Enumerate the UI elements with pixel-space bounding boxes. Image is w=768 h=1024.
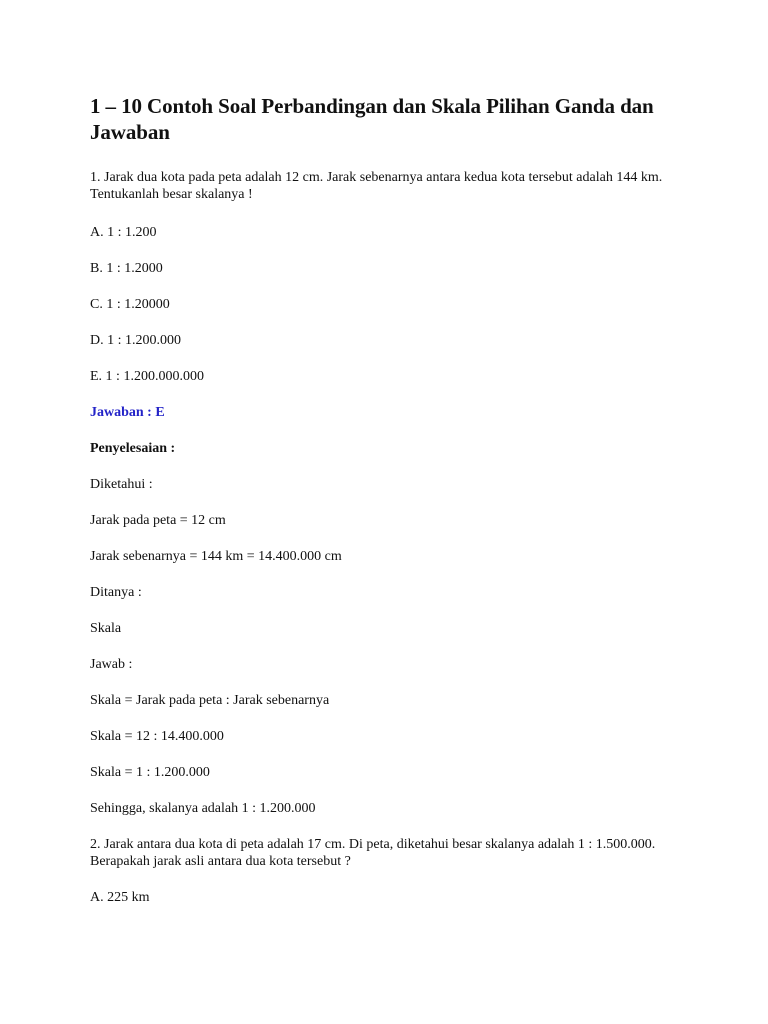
solution-line: Skala = 12 : 14.400.000 (90, 729, 224, 744)
question-1-option-d: D. 1 : 1.200.000 (90, 333, 181, 348)
page-title: 1 – 10 Contoh Soal Perbandingan dan Skala Pilihan Ganda dan Jawaban (90, 94, 654, 144)
solution-line: Jawab : (90, 657, 133, 672)
document-page (90, 93, 680, 925)
question-1-option-c: C. 1 : 1.20000 (90, 297, 170, 312)
question-1-option-b: B. 1 : 1.2000 (90, 261, 163, 276)
solution-line: Sehingga, skalanya adalah 1 : 1.200.000 (90, 801, 316, 816)
solution-line: Jarak pada peta = 12 cm (90, 513, 226, 528)
question-1-text: 1. Jarak dua kota pada peta adalah 12 cm. Jarak sebenarnya antara kedua kota tersebut adalah 144 km. Tentukanlah besar skalanya ! (90, 170, 663, 202)
solution-line: Skala (90, 621, 122, 636)
question-1-answer: Jawaban : E (90, 405, 165, 420)
question-1-option-e: E. 1 : 1.200.000.000 (90, 369, 204, 384)
solution-heading: Penyelesaian : (90, 441, 176, 456)
solution-line: Skala = Jarak pada peta : Jarak sebenarnya (90, 693, 330, 708)
solution-line: Diketahui : (90, 477, 153, 492)
solution-line: Jarak sebenarnya = 144 km = 14.400.000 cm (90, 549, 342, 564)
solution-line: Skala = 1 : 1.200.000 (90, 765, 210, 780)
question-1-option-a: A. 1 : 1.200 (90, 225, 157, 240)
solution-line: Ditanya : (90, 585, 142, 600)
question-2-option-a: A. 225 km (90, 890, 150, 905)
question-2-text: 2. Jarak antara dua kota di peta adalah 17 cm. Di peta, diketahui besar skalanya adalah 1 : 1.500.000. Berapakah jarak asli antara dua kota tersebut ? (90, 837, 656, 869)
